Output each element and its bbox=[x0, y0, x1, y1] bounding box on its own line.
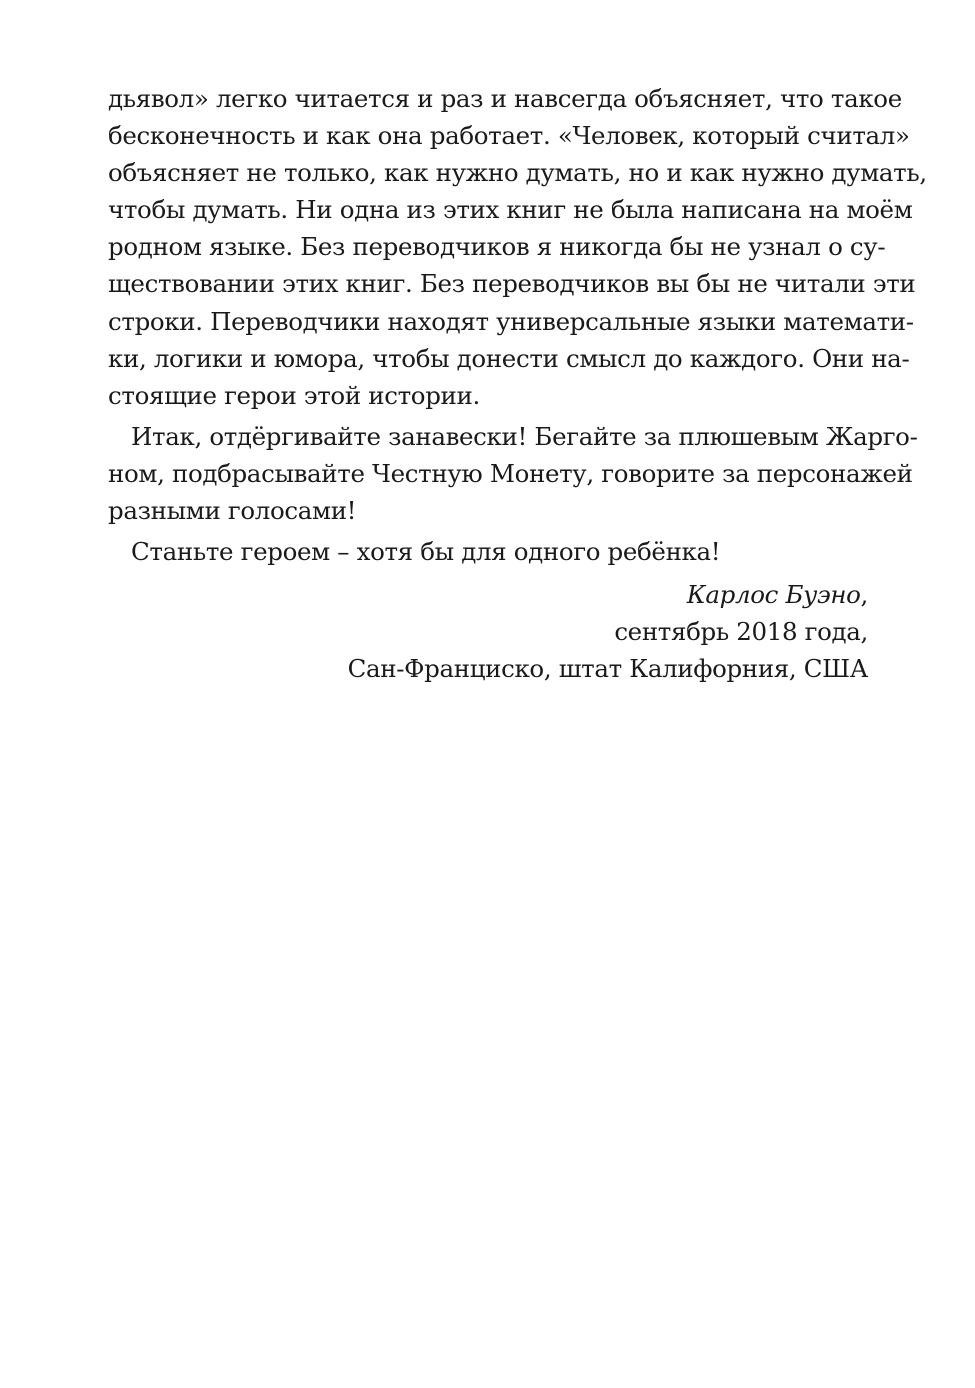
author-name: Карлос Буэно bbox=[686, 580, 861, 610]
paragraph-call-to-action bbox=[108, 418, 918, 529]
signature-block bbox=[108, 576, 868, 687]
text-line: бесконечность и как она работает. «Человек, который считал» bbox=[108, 121, 910, 151]
page-body bbox=[108, 80, 927, 688]
text-line: Станьте героем – хотя бы для одного ребёнка! bbox=[131, 537, 721, 567]
text-line: разными голосами! bbox=[108, 496, 357, 526]
signature-author bbox=[108, 576, 868, 613]
signature-place: Сан-Франциско, штат Калифорния, США bbox=[347, 654, 868, 684]
text-line: родном языке. Без переводчиков я никогда бы не узнал о су- bbox=[108, 232, 886, 262]
signature-date: сентябрь 2018 года, bbox=[614, 617, 868, 647]
text-line: строки. Переводчики находят универсальные языки математи- bbox=[108, 306, 914, 336]
author-comma: , bbox=[860, 580, 868, 610]
text-line: стоящие герои этой истории. bbox=[108, 380, 480, 410]
text-line: ки, логики и юмора, чтобы донести смысл до каждого. Они на- bbox=[108, 343, 910, 373]
paragraph-translators bbox=[108, 80, 927, 414]
text-line: чтобы думать. Ни одна из этих книг не была написана на моём bbox=[108, 195, 913, 225]
text-line: ном, подбрасывайте Честную Монету, говорите за персонажей bbox=[108, 458, 913, 488]
text-line: объясняет не только, как нужно думать, но и как нужно думать, bbox=[108, 158, 927, 188]
paragraph-be-a-hero bbox=[108, 533, 868, 570]
text-line: Итак, отдёргивайте занавески! Бегайте за плюшевым Жарго- bbox=[131, 421, 918, 451]
text-line: дьявол» легко читается и раз и навсегда объясняет, что такое bbox=[108, 84, 902, 113]
text-line: ществовании этих книг. Без переводчиков вы бы не читали эти bbox=[108, 269, 916, 299]
